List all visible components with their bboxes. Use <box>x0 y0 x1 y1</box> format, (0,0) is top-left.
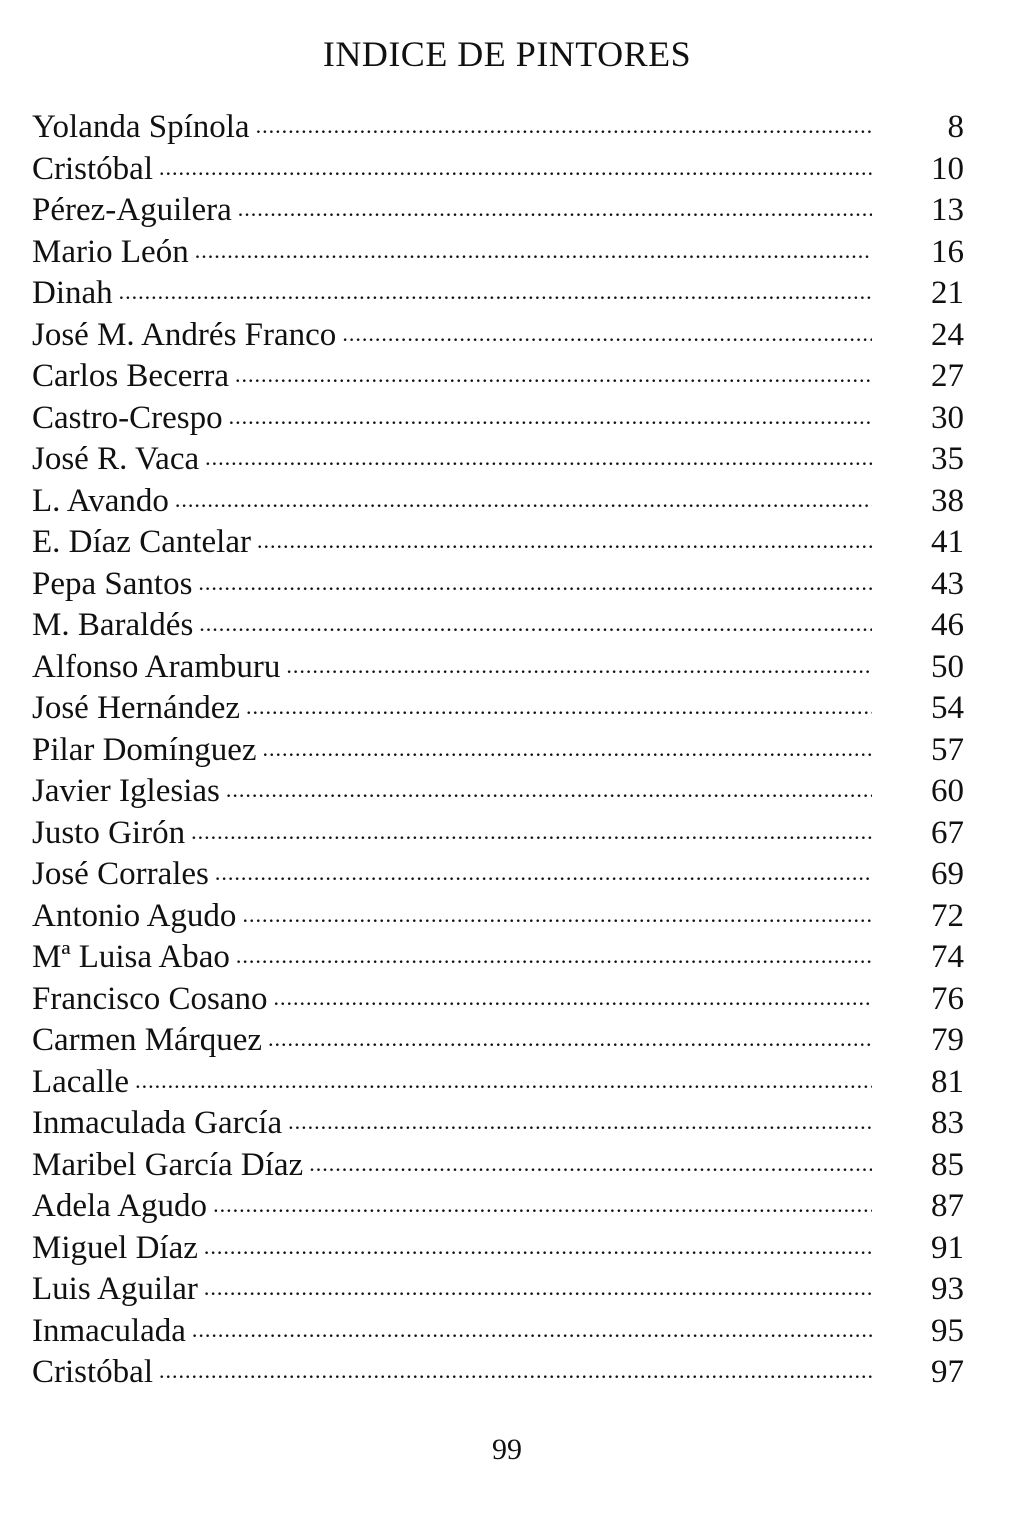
painter-name: Pepa Santos <box>32 565 193 602</box>
dot-leader <box>205 436 872 469</box>
page-reference: 10 <box>931 150 964 187</box>
painter-name: José Corrales <box>32 856 209 892</box>
dot-leader <box>238 187 872 220</box>
page-reference: 97 <box>931 1354 964 1390</box>
dot-leader <box>175 478 872 511</box>
page-reference: 41 <box>931 524 964 560</box>
dot-leader <box>229 395 872 428</box>
index-entry <box>32 478 964 520</box>
index-entry <box>32 1183 964 1225</box>
index-entry <box>32 1017 964 1059</box>
painter-name: Antonio Agudo <box>32 897 237 934</box>
dot-leader <box>192 1308 872 1341</box>
painter-name: Cristóbal <box>32 150 153 187</box>
page-reference: 54 <box>931 690 964 726</box>
painter-name: Inmaculada <box>32 1312 186 1349</box>
dot-leader <box>288 1100 872 1133</box>
painter-name: Justo Girón <box>32 814 186 851</box>
dot-leader <box>119 270 872 303</box>
page-reference: 95 <box>931 1312 964 1349</box>
painter-name: Miguel Díaz <box>32 1229 198 1266</box>
dot-leader <box>204 1266 872 1299</box>
page-number: 99 <box>492 1433 522 1466</box>
index-entry <box>32 893 964 935</box>
page-reference: 50 <box>931 648 964 685</box>
index-entry <box>32 146 964 188</box>
dot-leader <box>135 1059 872 1092</box>
page-reference: 30 <box>931 399 964 436</box>
page-reference: 13 <box>931 192 964 228</box>
index-entry <box>32 768 964 810</box>
page-reference: 81 <box>931 1063 964 1100</box>
painter-name: Javier Iglesias <box>32 773 220 809</box>
index-entry <box>32 187 964 229</box>
painter-name: Maribel García Díaz <box>32 1146 304 1183</box>
page-reference: 76 <box>931 980 964 1017</box>
index-entry <box>32 1225 964 1267</box>
index-entry <box>32 644 964 686</box>
dot-leader <box>286 644 872 677</box>
dot-leader <box>198 561 872 594</box>
dot-leader <box>199 602 872 635</box>
page-reference: 91 <box>931 1229 964 1266</box>
dot-leader <box>204 1225 872 1258</box>
page-reference: 35 <box>931 441 964 477</box>
painter-name: Yolanda Spínola <box>32 109 250 145</box>
painter-name: Castro-Crespo <box>32 399 223 436</box>
index-entry <box>32 727 964 769</box>
page-reference: 69 <box>931 856 964 892</box>
dot-leader <box>226 768 872 801</box>
page-title: INDICE DE PINTORES <box>322 34 692 74</box>
page-reference: 57 <box>931 731 964 768</box>
page-reference: 72 <box>931 897 964 934</box>
page-reference: 21 <box>931 275 964 311</box>
index-entry <box>32 519 964 561</box>
dot-leader <box>257 519 872 552</box>
page-reference: 27 <box>931 358 964 394</box>
dot-leader <box>159 1349 872 1382</box>
dot-leader <box>342 312 872 345</box>
index-entry <box>32 270 964 312</box>
index-entry <box>32 1266 964 1308</box>
page-reference: 60 <box>931 773 964 809</box>
page-reference: 85 <box>931 1146 964 1183</box>
page-reference: 87 <box>931 1188 964 1224</box>
painter-name: José Hernández <box>32 690 240 726</box>
painter-name: Pérez-Aguilera <box>32 192 232 228</box>
painter-name: José R. Vaca <box>32 441 200 477</box>
dot-leader <box>235 353 872 386</box>
page-reference: 83 <box>931 1105 964 1141</box>
dot-leader <box>236 934 872 967</box>
page-reference: 38 <box>931 482 964 519</box>
page-reference: 24 <box>931 316 964 353</box>
page-reference: 93 <box>931 1271 964 1307</box>
painter-name: M. Baraldés <box>32 607 194 643</box>
index-entry <box>32 1100 964 1142</box>
index-entry <box>32 229 964 271</box>
index-entry <box>32 810 964 852</box>
painter-name: Francisco Cosano <box>32 980 268 1017</box>
painter-name: Luis Aguilar <box>32 1271 198 1307</box>
painter-name: Alfonso Aramburu <box>32 648 281 685</box>
dot-leader <box>191 810 872 843</box>
dot-leader <box>213 1183 872 1216</box>
dot-leader <box>263 727 872 760</box>
index-entry <box>32 353 964 395</box>
page-reference: 79 <box>931 1022 964 1058</box>
page-reference: 43 <box>931 565 964 602</box>
dot-leader <box>268 1017 872 1050</box>
painter-name: José M. Andrés Franco <box>32 316 337 353</box>
index-entry <box>32 1059 964 1101</box>
painter-index-list <box>32 104 964 1391</box>
index-entry <box>32 436 964 478</box>
index-entry <box>32 934 964 976</box>
painter-name: Adela Agudo <box>32 1188 208 1224</box>
painter-name: Pilar Domínguez <box>32 731 257 768</box>
painter-name: Carmen Márquez <box>32 1022 262 1058</box>
dot-leader <box>309 1142 872 1175</box>
dot-leader <box>195 229 872 262</box>
dot-leader <box>256 104 872 137</box>
dot-leader <box>159 146 872 179</box>
painter-name: Inmaculada García <box>32 1105 283 1141</box>
dot-leader <box>246 685 872 718</box>
dot-leader <box>242 893 872 926</box>
index-entry <box>32 561 964 603</box>
index-entry <box>32 1349 964 1391</box>
page-reference: 46 <box>931 607 964 643</box>
index-entry <box>32 685 964 727</box>
painter-name: Carlos Becerra <box>32 358 229 394</box>
index-entry <box>32 851 964 893</box>
index-entry <box>32 602 964 644</box>
page-reference: 74 <box>931 939 964 975</box>
painter-name: Dinah <box>32 275 113 311</box>
painter-name: Mª Luisa Abao <box>32 939 230 975</box>
page-reference: 8 <box>947 109 964 145</box>
index-entry <box>32 1308 964 1350</box>
painter-name: Cristóbal <box>32 1354 153 1390</box>
index-entry <box>32 1142 964 1184</box>
painter-name: Mario León <box>32 233 189 270</box>
painter-name: E. Díaz Cantelar <box>32 524 251 560</box>
dot-leader <box>215 851 872 884</box>
index-entry <box>32 395 964 437</box>
index-entry <box>32 976 964 1018</box>
index-entry <box>32 312 964 354</box>
dot-leader <box>274 976 872 1009</box>
index-entry <box>32 104 964 146</box>
painter-name: Lacalle <box>32 1063 130 1100</box>
page-reference: 16 <box>931 233 964 270</box>
painter-name: L. Avando <box>32 482 169 519</box>
page-reference: 67 <box>931 814 964 851</box>
